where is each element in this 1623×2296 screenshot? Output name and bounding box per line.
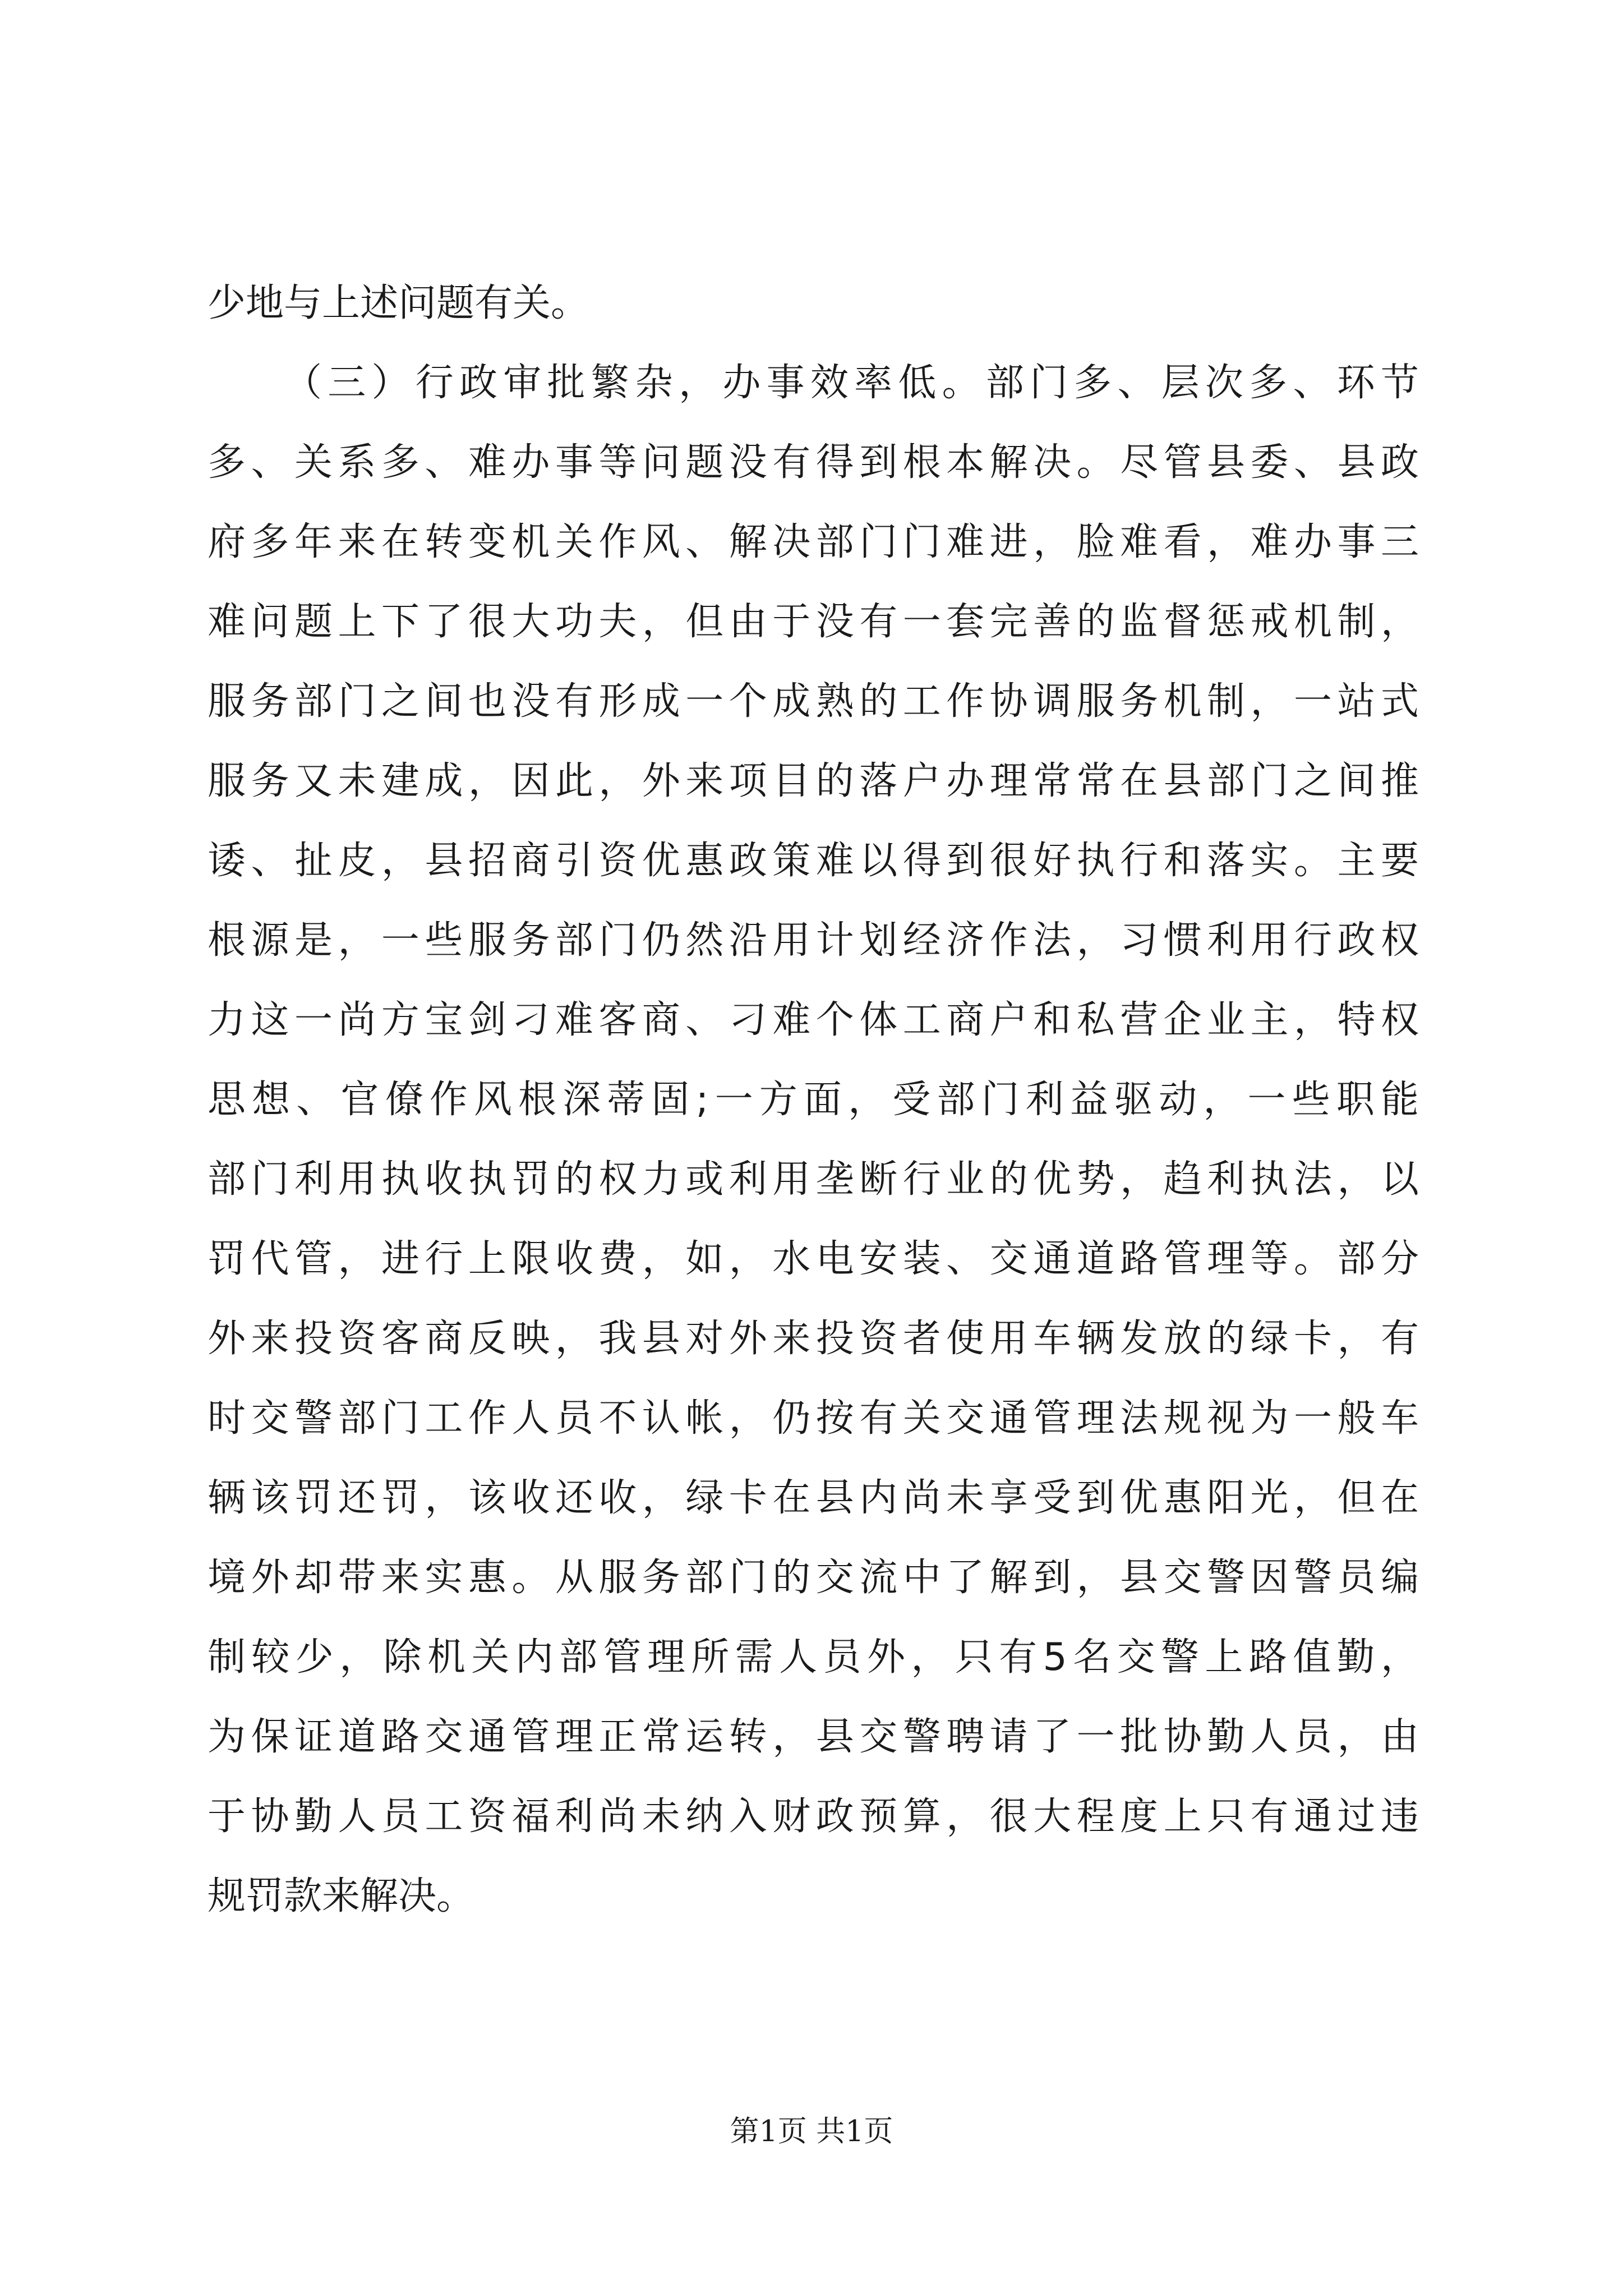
text-line: 根源是，一些服务部门仍然沿用计划经济作法，习惯利用行政权 (208, 918, 1419, 963)
text-line: 服务部门之间也没有形成一个成熟的工作协调服务机制，一站式 (208, 679, 1419, 724)
text-line: 力这一尚方宝剑刁难客商、刁难个体工商户和私营企业主，特权 (208, 998, 1419, 1042)
text-line: 制较少，除机关内部管理所需人员外，只有5名交警上路值勤， (208, 1635, 1419, 1680)
text-line: 诿、扯皮，县招商引资优惠政策难以得到很好执行和落实。主要 (208, 839, 1419, 883)
text-line: 为保证道路交通管理正常运转，县交警聘请了一批协勤人员，由 (208, 1715, 1419, 1759)
document-body (208, 264, 1419, 1936)
page-footer (0, 2109, 1623, 2154)
text-line: 于协勤人员工资福利尚未纳入财政预算，很大程度上只有通过违 (208, 1795, 1419, 1839)
text-line: 规罚款来解决。 (208, 1874, 475, 1918)
text-line: 多、关系多、难办事等问题没有得到根本解决。尽管县委、县政 (208, 440, 1419, 485)
text-line: 服务又未建成，因此，外来项目的落户办理常常在县部门之间推 (208, 759, 1419, 803)
text-line: 罚代管，进行上限收费，如，水电安装、交通道路管理等。部分 (208, 1237, 1419, 1281)
text-line: 少地与上述问题有关。 (208, 281, 589, 325)
text-line: 境外却带来实惠。从服务部门的交流中了解到，县交警因警员编 (208, 1556, 1419, 1600)
text-line: 思想、官僚作风根深蒂固;一方面，受部门利益驱动，一些职能 (208, 1078, 1419, 1122)
text-line: 辆该罚还罚，该收还收，绿卡在县内尚未享受到优惠阳光，但在 (208, 1476, 1419, 1520)
text-line: （三）行政审批繁杂，办事效率低。部门多、层次多、环节 (284, 361, 1419, 405)
text-line: 时交警部门工作人员不认帐，仍按有关交通管理法规视为一般车 (208, 1396, 1419, 1441)
text-line: 府多年来在转变机关作风、解决部门门难进，脸难看，难办事三 (208, 520, 1419, 564)
text-line: 难问题上下了很大功夫，但由于没有一套完善的监督惩戒机制， (208, 600, 1419, 644)
page-number: 第1页 共1页 (730, 2115, 893, 2148)
text-line: 部门利用执收执罚的权力或利用垄断行业的优势，趋利执法，以 (208, 1157, 1419, 1202)
text-line: 外来投资客商反映，我县对外来投资者使用车辆发放的绿卡，有 (208, 1317, 1419, 1361)
